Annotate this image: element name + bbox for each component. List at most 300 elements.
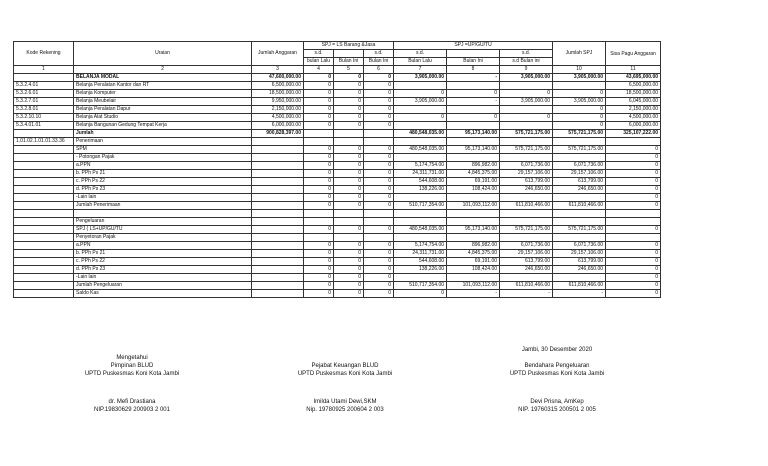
ls-sd-bulan-lalu-cell: 0: [304, 178, 334, 186]
header-sd-bulan-ini: s.d Bulan ini: [500, 58, 553, 66]
ls-sd-bulan-lalu-cell: 0: [304, 258, 334, 266]
jumlah-spj-cell: [553, 82, 606, 90]
up-sd-bulan-lalu-cell: [394, 154, 447, 162]
ls-sd-bulan-ini-cell: 0: [364, 266, 394, 274]
anggaran-cell: [252, 178, 304, 186]
ls-sd-bulan-ini-cell: 0: [364, 242, 394, 250]
anggaran-cell: 18,500,000.00: [252, 90, 304, 98]
uraian-cell: Belanja Peralatan Dapur: [74, 106, 252, 114]
kode-rekening-cell: 5.3.2.8.01: [14, 106, 74, 114]
jumlah-spj-cell: 3,905,000.00: [553, 98, 606, 106]
jumlah-spj-cell: 611,810,466.00: [553, 282, 606, 290]
ls-bulan-ini-cell: [334, 130, 364, 138]
sig-mid-line1: Pejabat Keuangan BLUD: [311, 363, 379, 369]
sig-right-name: Devi Prisna, AmKep: [530, 399, 584, 405]
sisa-pagu-cell: 18,500,000.00: [606, 90, 661, 98]
up-bulan-ini-cell: 95,173,140.00: [447, 146, 500, 154]
sisa-pagu-cell: 0: [606, 226, 661, 234]
ls-sd-bulan-ini-cell: 0: [364, 170, 394, 178]
table-row: [14, 114, 661, 122]
up-sd-bulan-lalu-cell: [394, 194, 447, 202]
ls-sd-bulan-lalu-cell: [304, 234, 334, 242]
sisa-pagu-cell: 0: [606, 202, 661, 210]
ls-sd-bulan-ini-cell: [364, 234, 394, 242]
column-number: 10: [553, 66, 606, 74]
ls-bulan-ini-cell: 0: [334, 122, 364, 130]
up-sd-bulan-ini-cell: -: [500, 290, 553, 298]
up-sd-bulan-lalu-cell: 0: [394, 290, 447, 298]
up-sd-bulan-lalu-cell: [394, 274, 447, 282]
ls-sd-bulan-lalu-cell: 0: [304, 242, 334, 250]
jumlah-spj-cell: 0: [553, 90, 606, 98]
ls-bulan-ini-cell: [334, 218, 364, 226]
up-bulan-ini-cell: -: [447, 290, 500, 298]
ls-sd-bulan-lalu-cell: 0: [304, 162, 334, 170]
up-bulan-ini-cell: [447, 122, 500, 130]
uraian-cell: b. PPh Ps 21: [74, 170, 252, 178]
sig-left-line1: Mengetahui: [116, 355, 148, 361]
up-sd-bulan-lalu-cell: [394, 218, 447, 226]
up-sd-bulan-lalu-cell: [394, 138, 447, 146]
sig-right-nip: NIP. 19760315 200501 2 005: [518, 407, 596, 413]
up-sd-bulan-ini-cell: 611,810,466.00: [500, 282, 553, 290]
up-bulan-ini-cell: 0: [447, 90, 500, 98]
ls-sd-bulan-lalu-cell: 0: [304, 202, 334, 210]
anggaran-cell: 2,150,000.00: [252, 106, 304, 114]
up-sd-bulan-lalu-cell: [394, 82, 447, 90]
up-sd-bulan-ini-cell: 246,650.00: [500, 186, 553, 194]
jumlah-spj-cell: 29,157,106.00: [553, 250, 606, 258]
column-number: 4: [304, 66, 334, 74]
header-jumlah-spj: Jumlah SPJ: [553, 42, 606, 66]
up-sd-bulan-lalu-cell: 480,548,035.00: [394, 146, 447, 154]
table-row: [14, 234, 661, 242]
up-sd-bulan-lalu-cell: 5,174,754.00: [394, 242, 447, 250]
up-sd-bulan-ini-cell: 3,905,000.00: [500, 74, 553, 82]
uraian-cell: c. PPh Ps 22: [74, 258, 252, 266]
uraian-cell: d. PPh Ps 23: [74, 186, 252, 194]
up-bulan-ini-cell: 108,424.00: [447, 266, 500, 274]
up-sd-bulan-ini-cell: 575,721,175.00: [500, 130, 553, 138]
up-sd-bulan-lalu-cell: 3,905,000.00: [394, 98, 447, 106]
ls-bulan-ini-cell: 0: [334, 114, 364, 122]
column-number: 3: [252, 66, 304, 74]
jumlah-spj-cell: 246,650.00: [553, 266, 606, 274]
anggaran-cell: [252, 154, 304, 162]
sisa-pagu-cell: 325,107,222.00: [606, 130, 661, 138]
ls-bulan-ini-cell: 0: [334, 74, 364, 82]
sig-right-line1: Bendahara Pengeluaran: [524, 363, 590, 369]
ls-sd-bulan-lalu-cell: 0: [304, 122, 334, 130]
up-sd-bulan-lalu-cell: 544,608.00: [394, 178, 447, 186]
kode-rekening-cell: [14, 274, 74, 282]
jumlah-spj-cell: [553, 154, 606, 162]
column-number: 7: [394, 66, 447, 74]
ls-bulan-ini-cell: 0: [334, 242, 364, 250]
up-sd-bulan-ini-cell: 3,905,000.00: [500, 98, 553, 106]
sisa-pagu-cell: 0: [606, 186, 661, 194]
uraian-cell: -Lain lain: [74, 194, 252, 202]
ls-sd-bulan-lalu-cell: 0: [304, 274, 334, 282]
ls-sd-bulan-lalu-cell: 0: [304, 226, 334, 234]
ls-sd-bulan-lalu-cell: 0: [304, 146, 334, 154]
ls-sd-bulan-ini-cell: 0: [364, 106, 394, 114]
anggaran-cell: 9,950,000.00: [252, 98, 304, 106]
up-sd-bulan-ini-cell: 6,071,736.00: [500, 242, 553, 250]
up-sd-bulan-ini-cell: 613,799.00: [500, 178, 553, 186]
table-row: [14, 98, 661, 106]
anggaran-cell: [252, 282, 304, 290]
kode-rekening-cell: [14, 186, 74, 194]
kode-rekening-cell: [14, 162, 74, 170]
jumlah-spj-cell: -: [553, 290, 606, 298]
header-bulan-lalu: bulan Lalu: [304, 58, 334, 66]
jumlah-spj-cell: 0: [553, 106, 606, 114]
uraian-cell: Belanja Alat Studio: [74, 114, 252, 122]
up-bulan-ini-cell: 4,845,375.00: [447, 250, 500, 258]
ls-bulan-ini-cell: 0: [334, 274, 364, 282]
ls-bulan-ini-cell: 0: [334, 250, 364, 258]
ls-sd-bulan-ini-cell: 0: [364, 90, 394, 98]
sig-mid-line2: UPTD Puskesmas Koni Kota Jambi: [297, 371, 393, 377]
ls-sd-bulan-ini-cell: 0: [364, 98, 394, 106]
sisa-pagu-cell: 2,150,000.00: [606, 106, 661, 114]
up-sd-bulan-ini-cell: 575,721,175.00: [500, 146, 553, 154]
up-sd-bulan-lalu-cell: 138,226.00: [394, 186, 447, 194]
jumlah-spj-cell: 611,810,466.00: [553, 202, 606, 210]
ls-sd-bulan-ini-cell: 0: [364, 274, 394, 282]
ls-sd-bulan-ini-cell: 0: [364, 162, 394, 170]
table-row: [14, 162, 661, 170]
sisa-pagu-cell: 0: [606, 282, 661, 290]
anggaran-cell: 6,000,000.00: [252, 122, 304, 130]
spacer-row: [14, 210, 661, 218]
up-bulan-ini-cell: [447, 138, 500, 146]
ls-bulan-ini-cell: 0: [334, 290, 364, 298]
header-sd: s.d.: [500, 50, 553, 58]
anggaran-cell: 900,828,397.00: [252, 130, 304, 138]
header-kode: Kode Rekening: [14, 42, 74, 66]
kode-rekening-cell: [14, 290, 74, 298]
header-blank: [447, 50, 500, 58]
ls-sd-bulan-lalu-cell: [304, 138, 334, 146]
empty-cell: [334, 210, 364, 218]
empty-cell: [304, 210, 334, 218]
signature-right: [457, 346, 657, 414]
up-sd-bulan-ini-cell: 0: [500, 114, 553, 122]
up-bulan-ini-cell: [447, 154, 500, 162]
up-bulan-ini-cell: -: [447, 98, 500, 106]
sisa-pagu-cell: 0: [606, 146, 661, 154]
table-row: [14, 170, 661, 178]
sisa-pagu-cell: 0: [606, 170, 661, 178]
sisa-pagu-cell: 6,500,000.00: [606, 82, 661, 90]
header-row-1: [14, 42, 661, 50]
ls-sd-bulan-ini-cell: 0: [364, 146, 394, 154]
uraian-cell: Belanja Bangunan Gedung Tempat Kerja: [74, 122, 252, 130]
header-sd: s.d.: [364, 50, 394, 58]
table-row: [14, 154, 661, 162]
uraian-cell: d. PPh Ps 23: [74, 266, 252, 274]
up-bulan-ini-cell: 0: [447, 114, 500, 122]
ls-bulan-ini-cell: 0: [334, 106, 364, 114]
ls-sd-bulan-lalu-cell: 0: [304, 114, 334, 122]
kode-rekening-cell: [14, 218, 74, 226]
header-uraian: Uraian: [74, 42, 252, 66]
ls-bulan-ini-cell: 0: [334, 162, 364, 170]
ls-bulan-ini-cell: [334, 138, 364, 146]
sig-left-line2: Pimpinan BLUD: [110, 363, 154, 369]
uraian-cell: SPM: [74, 146, 252, 154]
uraian-cell: SPJ ( LS+UP/GU/TU: [74, 226, 252, 234]
sisa-pagu-cell: [606, 138, 661, 146]
ls-sd-bulan-ini-cell: [364, 138, 394, 146]
empty-cell: [74, 210, 252, 218]
ls-bulan-ini-cell: 0: [334, 98, 364, 106]
ls-sd-bulan-ini-cell: [364, 130, 394, 138]
up-sd-bulan-lalu-cell: 480,548,035.00: [394, 226, 447, 234]
sisa-pagu-cell: [606, 218, 661, 226]
jumlah-spj-cell: [553, 218, 606, 226]
header-bulan-ini: Bulan Ini: [447, 58, 500, 66]
anggaran-cell: [252, 250, 304, 258]
ls-sd-bulan-ini-cell: 0: [364, 154, 394, 162]
ls-bulan-ini-cell: 0: [334, 82, 364, 90]
ls-bulan-ini-cell: 0: [334, 282, 364, 290]
ls-sd-bulan-ini-cell: [364, 218, 394, 226]
uraian-cell: Belanja Komputer: [74, 90, 252, 98]
up-sd-bulan-lalu-cell: 24,311,731.00: [394, 170, 447, 178]
table-row: [14, 122, 661, 130]
sisa-pagu-cell: 0: [606, 178, 661, 186]
jumlah-spj-cell: [553, 234, 606, 242]
up-sd-bulan-ini-cell: [500, 122, 553, 130]
kode-rekening-cell: [14, 194, 74, 202]
kode-rekening-cell: 5.3.2.6.01: [14, 90, 74, 98]
up-sd-bulan-ini-cell: [500, 194, 553, 202]
header-blank: [334, 50, 364, 58]
table-row: [14, 74, 661, 82]
jumlah-spj-cell: 613,799.00: [553, 258, 606, 266]
anggaran-cell: [252, 258, 304, 266]
empty-cell: [553, 210, 606, 218]
uraian-cell: a.PPN: [74, 242, 252, 250]
up-bulan-ini-cell: 108,424.00: [447, 186, 500, 194]
up-sd-bulan-lalu-cell: 24,311,731.00: [394, 250, 447, 258]
up-sd-bulan-ini-cell: [500, 274, 553, 282]
empty-cell: [500, 210, 553, 218]
kode-rekening-cell: [14, 266, 74, 274]
kode-rekening-cell: [14, 282, 74, 290]
table-row: [14, 242, 661, 250]
ls-sd-bulan-ini-cell: 0: [364, 114, 394, 122]
up-sd-bulan-ini-cell: 611,810,466.00: [500, 202, 553, 210]
table-row: [14, 178, 661, 186]
kode-rekening-cell: 5.3.2.7.01: [14, 98, 74, 106]
uraian-cell: -Lain lain: [74, 274, 252, 282]
uraian-cell: b. PPh Ps 21: [74, 250, 252, 258]
column-number: 8: [447, 66, 500, 74]
sisa-pagu-cell: 0: [606, 274, 661, 282]
up-bulan-ini-cell: 4,845,375.00: [447, 170, 500, 178]
sig-left-nip: NIP.19830629 200903 2 001: [94, 407, 170, 413]
kode-rekening-cell: 5.3.4.01.01: [14, 122, 74, 130]
up-bulan-ini-cell: [447, 234, 500, 242]
table-row: [14, 186, 661, 194]
empty-cell: [394, 210, 447, 218]
kode-rekening-cell: [14, 202, 74, 210]
ls-sd-bulan-lalu-cell: 0: [304, 290, 334, 298]
table-row: [14, 226, 661, 234]
sisa-pagu-cell: 0: [606, 162, 661, 170]
sig-left-name: dr. Mefi Drastiana: [108, 399, 156, 405]
anggaran-cell: [252, 146, 304, 154]
kode-rekening-cell: [14, 154, 74, 162]
jumlah-spj-cell: [553, 274, 606, 282]
ls-bulan-ini-cell: 0: [334, 90, 364, 98]
empty-cell: [14, 210, 74, 218]
kode-rekening-cell: [14, 74, 74, 82]
table-row: [14, 282, 661, 290]
ls-bulan-ini-cell: 0: [334, 154, 364, 162]
jumlah-spj-cell: 0: [553, 122, 606, 130]
anggaran-cell: [252, 242, 304, 250]
kode-rekening-cell: [14, 170, 74, 178]
sisa-pagu-cell: 0: [606, 258, 661, 266]
kode-rekening-cell: 5.3.2.10.10: [14, 114, 74, 122]
ls-sd-bulan-lalu-cell: 0: [304, 194, 334, 202]
ls-sd-bulan-ini-cell: 0: [364, 202, 394, 210]
up-sd-bulan-ini-cell: 246,650.00: [500, 266, 553, 274]
up-sd-bulan-ini-cell: [500, 106, 553, 114]
anggaran-cell: [252, 266, 304, 274]
up-sd-bulan-lalu-cell: 0: [394, 90, 447, 98]
up-bulan-ini-cell: 95,173,140.00: [447, 226, 500, 234]
up-bulan-ini-cell: -: [447, 74, 500, 82]
up-sd-bulan-lalu-cell: 5,174,754.00: [394, 162, 447, 170]
empty-cell: [364, 210, 394, 218]
column-number: 1: [14, 66, 74, 74]
column-number: 2: [74, 66, 252, 74]
uraian-cell: Penerimaan: [74, 138, 252, 146]
ls-sd-bulan-lalu-cell: 0: [304, 154, 334, 162]
table-row: [14, 138, 661, 146]
kode-rekening-cell: [14, 146, 74, 154]
sig-date: Jambi, 30 Desember 2020: [521, 347, 593, 353]
ls-bulan-ini-cell: 0: [334, 146, 364, 154]
up-sd-bulan-lalu-cell: 510,717,354.00: [394, 282, 447, 290]
sig-mid-name: Imilda Utami Dewi,SKM: [313, 399, 377, 405]
table-row: [14, 90, 661, 98]
anggaran-cell: 47,600,000.00: [252, 74, 304, 82]
up-bulan-ini-cell: [447, 82, 500, 90]
sisa-pagu-cell: 6,000,000.00: [606, 122, 661, 130]
uraian-cell: Belanja Peralatan Kantor dan RT: [74, 82, 252, 90]
ls-sd-bulan-lalu-cell: 0: [304, 170, 334, 178]
ls-sd-bulan-ini-cell: 0: [364, 194, 394, 202]
jumlah-spj-cell: 6,071,736.00: [553, 242, 606, 250]
column-number: 9: [500, 66, 553, 74]
table-row: [14, 218, 661, 226]
anggaran-cell: [252, 138, 304, 146]
sig-left-line3: UPTD Puskesmas Koni Kota Jambi: [84, 371, 180, 377]
sisa-pagu-cell: 0: [606, 250, 661, 258]
jumlah-spj-cell: 6,071,736.00: [553, 162, 606, 170]
ls-sd-bulan-ini-cell: 0: [364, 186, 394, 194]
up-sd-bulan-ini-cell: 613,799.00: [500, 258, 553, 266]
table-row: [14, 106, 661, 114]
sisa-pagu-cell: 43,695,000.00: [606, 74, 661, 82]
jumlah-spj-cell: 29,157,106.00: [553, 170, 606, 178]
anggaran-cell: 4,500,000.00: [252, 114, 304, 122]
kode-rekening-cell: [14, 258, 74, 266]
ls-sd-bulan-lalu-cell: 0: [304, 250, 334, 258]
up-sd-bulan-ini-cell: 29,157,106.00: [500, 170, 553, 178]
signature-left: [32, 354, 232, 414]
ls-sd-bulan-lalu-cell: 0: [304, 82, 334, 90]
uraian-cell: Jumlah Penerimaan: [74, 202, 252, 210]
anggaran-cell: [252, 274, 304, 282]
ls-sd-bulan-lalu-cell: 0: [304, 90, 334, 98]
sisa-pagu-cell: 0: [606, 194, 661, 202]
header-sd: s.d.: [394, 50, 447, 58]
up-sd-bulan-lalu-cell: [394, 106, 447, 114]
table-row: [14, 82, 661, 90]
uraian-cell: Jumlah Pengeluaran: [74, 282, 252, 290]
up-bulan-ini-cell: [447, 218, 500, 226]
up-sd-bulan-lalu-cell: 3,905,000.00: [394, 74, 447, 82]
jumlah-spj-cell: 613,799.00: [553, 178, 606, 186]
ls-sd-bulan-ini-cell: 0: [364, 282, 394, 290]
up-bulan-ini-cell: [447, 274, 500, 282]
up-sd-bulan-ini-cell: 575,721,175.00: [500, 226, 553, 234]
signature-middle: [245, 362, 445, 414]
table-row: [14, 146, 661, 154]
header-sd: s.d.: [304, 50, 334, 58]
ls-sd-bulan-lalu-cell: [304, 218, 334, 226]
header-sisa-pagu: Sisa Pagu Anggaran: [606, 42, 661, 66]
sisa-pagu-cell: 0: [606, 266, 661, 274]
table-row: [14, 202, 661, 210]
sisa-pagu-cell: 0: [606, 242, 661, 250]
header-bulan-ini: Bulan Ini: [334, 58, 364, 66]
sisa-pagu-cell: 0: [606, 290, 661, 298]
up-sd-bulan-ini-cell: 6,071,736.00: [500, 162, 553, 170]
table-row: [14, 290, 661, 298]
up-sd-bulan-lalu-cell: 510,717,354.00: [394, 202, 447, 210]
up-bulan-ini-cell: 69,191.00: [447, 178, 500, 186]
jumlah-spj-cell: 575,721,175.00: [553, 226, 606, 234]
ls-sd-bulan-ini-cell: 0: [364, 74, 394, 82]
report-table: [13, 41, 661, 298]
up-bulan-ini-cell: 101,093,112.00: [447, 202, 500, 210]
anggaran-cell: [252, 290, 304, 298]
up-sd-bulan-lalu-cell: 0: [394, 114, 447, 122]
jumlah-spj-cell: 575,721,175.00: [553, 130, 606, 138]
anggaran-cell: [252, 186, 304, 194]
ls-bulan-ini-cell: 0: [334, 170, 364, 178]
uraian-cell: - Potongan Pajak: [74, 154, 252, 162]
anggaran-cell: [252, 194, 304, 202]
kode-rekening-cell: [14, 178, 74, 186]
up-bulan-ini-cell: 95,173,140.00: [447, 130, 500, 138]
ls-sd-bulan-lalu-cell: 0: [304, 282, 334, 290]
up-sd-bulan-ini-cell: [500, 234, 553, 242]
sig-right-line2: UPTD Puskesmas Koni Kota Jambi: [509, 371, 605, 377]
anggaran-cell: [252, 234, 304, 242]
ls-bulan-ini-cell: 0: [334, 226, 364, 234]
kode-rekening-cell: [14, 226, 74, 234]
